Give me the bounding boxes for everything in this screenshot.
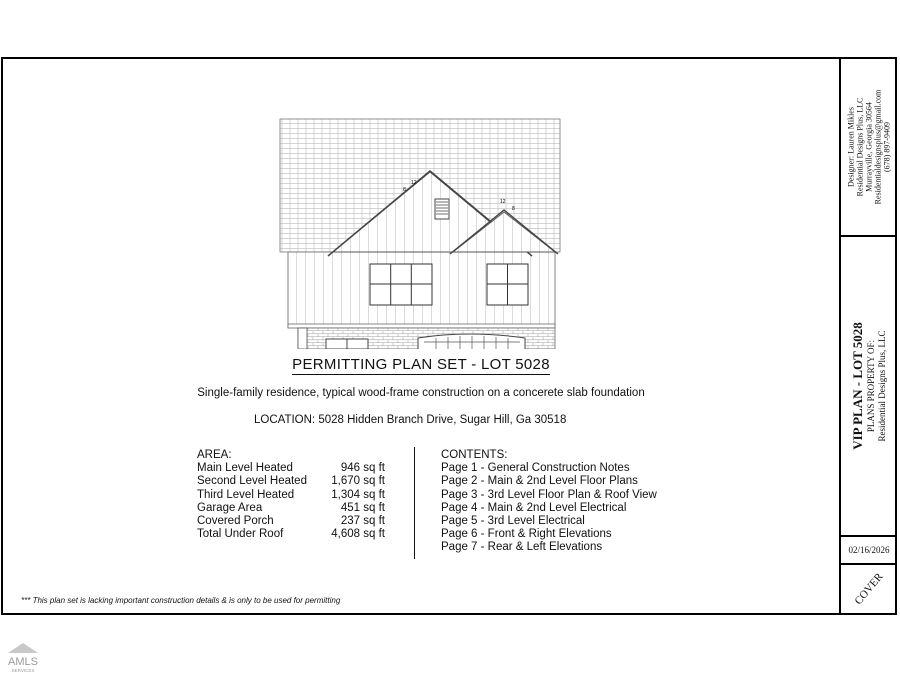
contents-item: Page 4 - Main & 2nd Level Electrical bbox=[441, 501, 627, 514]
upper-window-right bbox=[487, 264, 528, 305]
area-row bbox=[197, 502, 385, 515]
plan-title: PERMITTING PLAN SET - LOT 5028 bbox=[292, 356, 550, 373]
area-row-label: Garage Area bbox=[197, 501, 263, 514]
designer-line: (678) 897-9409 bbox=[882, 122, 892, 172]
designer-info bbox=[847, 90, 892, 205]
area-row bbox=[197, 489, 385, 502]
designer-info-cell bbox=[841, 59, 897, 237]
area-row bbox=[197, 462, 385, 475]
contents-item: Page 7 - Rear & Left Elevations bbox=[441, 541, 603, 554]
area-row-label: Covered Porch bbox=[197, 515, 274, 528]
plan-description: Single-family residence, typical wood-frame construction on a concerete slab foundation bbox=[197, 387, 645, 399]
area-row-value: 451 sq ft bbox=[340, 501, 385, 514]
date-cell bbox=[841, 537, 897, 565]
sheet-label-cell bbox=[841, 565, 897, 613]
area-row-label: Third Level Heated bbox=[197, 488, 295, 501]
area-row bbox=[197, 528, 385, 541]
column-divider bbox=[414, 447, 415, 559]
contents-item: Page 1 - General Construction Notes bbox=[441, 462, 630, 475]
pitch-main-run: 8 bbox=[403, 187, 406, 193]
project-title-cell bbox=[841, 237, 897, 537]
contents-item: Page 5 - 3rd Level Electrical bbox=[441, 515, 585, 528]
location-line: LOCATION: 5028 Hidden Branch Drive, Sugar Hill, Ga 30518 bbox=[254, 414, 567, 426]
designer-line: Murrayville, Georgia 30564 bbox=[864, 102, 874, 192]
upper-window-left bbox=[370, 264, 432, 305]
plan-date: 02/16/2026 bbox=[848, 545, 890, 555]
area-row-value: 237 sq ft bbox=[340, 515, 385, 528]
area-row bbox=[197, 515, 385, 528]
property-of-company: Residential Designs Plus, LLC bbox=[877, 330, 887, 442]
designer-line: Residential Designs Plus, LLC bbox=[855, 97, 865, 197]
amls-watermark-logo bbox=[0, 640, 46, 675]
area-row-value: 1,304 sq ft bbox=[331, 488, 385, 501]
area-row bbox=[197, 475, 385, 488]
sheet-label: COVER bbox=[852, 570, 886, 608]
contents-item: Page 6 - Front & Right Elevations bbox=[441, 528, 612, 541]
area-table bbox=[197, 449, 385, 541]
permitting-footnote: *** This plan set is lacking important construction details & is only to be used for permitting bbox=[21, 596, 341, 605]
area-row-label: Main Level Heated bbox=[197, 462, 293, 475]
designer-line: Designer: Lauren Mikles bbox=[846, 107, 856, 187]
front-elevation-drawing bbox=[278, 109, 563, 349]
project-title-group bbox=[850, 322, 888, 450]
area-heading: AREA: bbox=[197, 449, 232, 461]
contents-item: Page 3 - 3rd Level Floor Plan & Roof View bbox=[441, 488, 657, 501]
area-row-label: Total Under Roof bbox=[197, 528, 284, 541]
pitch-gable-rise: 12 bbox=[500, 199, 506, 205]
watermark-subtext: SERVICES bbox=[11, 668, 35, 673]
pitch-gable-run: 8 bbox=[512, 206, 515, 212]
sheet-main-area bbox=[3, 59, 839, 613]
area-row-value: 946 sq ft bbox=[340, 462, 385, 475]
designer-line: Residentialdesignsplus@gmail.com bbox=[873, 89, 883, 205]
watermark-text: AMLS bbox=[8, 656, 38, 668]
contents-list bbox=[441, 449, 657, 555]
plan-sheet bbox=[1, 57, 897, 615]
title-block bbox=[839, 59, 897, 613]
project-title: VIP PLAN - LOT 5028 bbox=[850, 322, 865, 450]
area-row-label: Second Level Heated bbox=[197, 475, 307, 488]
contents-heading: CONTENTS: bbox=[441, 449, 508, 461]
property-of-label: PLANS PROPERTY OF: bbox=[866, 339, 876, 433]
area-row-value: 4,608 sq ft bbox=[331, 528, 385, 541]
pitch-main-rise: 12 bbox=[411, 180, 417, 186]
porch-column bbox=[298, 328, 307, 349]
contents-item: Page 2 - Main & 2nd Level Floor Plans bbox=[441, 475, 638, 488]
area-row-value: 1,670 sq ft bbox=[331, 475, 385, 488]
